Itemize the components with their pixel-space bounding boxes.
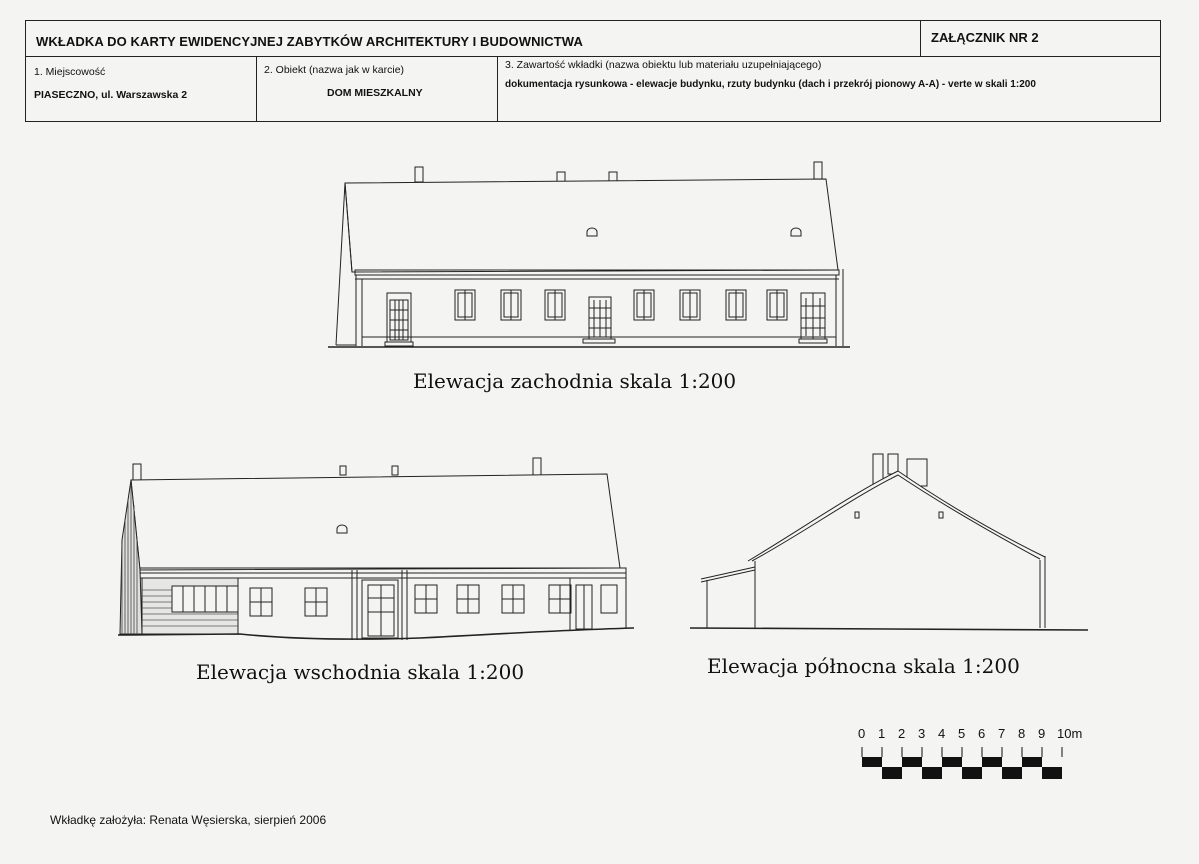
caption-east-elevation: Elewacja wschodnia skala 1:200 bbox=[196, 660, 525, 684]
east-elevation bbox=[118, 458, 634, 640]
annex-number: ZAŁĄCZNIK NR 2 bbox=[931, 30, 1039, 45]
windows bbox=[455, 290, 787, 320]
west-elevation bbox=[328, 162, 850, 347]
door bbox=[583, 297, 615, 343]
windows bbox=[250, 585, 571, 616]
door bbox=[799, 293, 827, 343]
author-note: Wkładkę założyła: Renata Węsierska, sierpień 2006 bbox=[50, 813, 327, 827]
north-elevation bbox=[690, 454, 1088, 630]
scale-label: 6 bbox=[978, 726, 986, 741]
scale-label: 7 bbox=[998, 726, 1006, 741]
locality-value: PIASECZNO, ul. Warszawska 2 bbox=[34, 89, 188, 101]
scale-label: 4 bbox=[938, 726, 946, 741]
scale-label: 8 bbox=[1018, 726, 1026, 741]
scale-label: 9 bbox=[1038, 726, 1046, 741]
object-label: 2. Obiekt (nazwa jak w karcie) bbox=[264, 64, 405, 76]
document-title: WKŁADKA DO KARTY EWIDENCYJNEJ ZABYTKÓW ARCHITEKTURY I BUDOWNICTWA bbox=[36, 34, 583, 49]
scale-label: 5 bbox=[958, 726, 966, 741]
scale-label: 1 bbox=[878, 726, 886, 741]
contents-value: dokumentacja rysunkowa - elewacje budynku, rzuty budynku (dach i przekrój pionowy A-A) - verte w skali 1:200 bbox=[505, 79, 1036, 90]
scale-label: 10m bbox=[1057, 726, 1083, 741]
scale-label: 2 bbox=[898, 726, 906, 741]
caption-north-elevation: Elewacja północna skala 1:200 bbox=[707, 654, 1020, 678]
object-value: DOM MIESZKALNY bbox=[327, 87, 423, 99]
caption-west-elevation: Elewacja zachodnia skala 1:200 bbox=[413, 369, 737, 393]
scale-label: 0 bbox=[858, 726, 866, 741]
scale-label: 3 bbox=[918, 726, 926, 741]
contents-label: 3. Zawartość wkładki (nazwa obiektu lub materiału uzupełniającego) bbox=[505, 59, 822, 71]
door bbox=[385, 293, 413, 346]
locality-label: 1. Miejscowość bbox=[34, 66, 106, 78]
scale-bar bbox=[862, 757, 1062, 779]
